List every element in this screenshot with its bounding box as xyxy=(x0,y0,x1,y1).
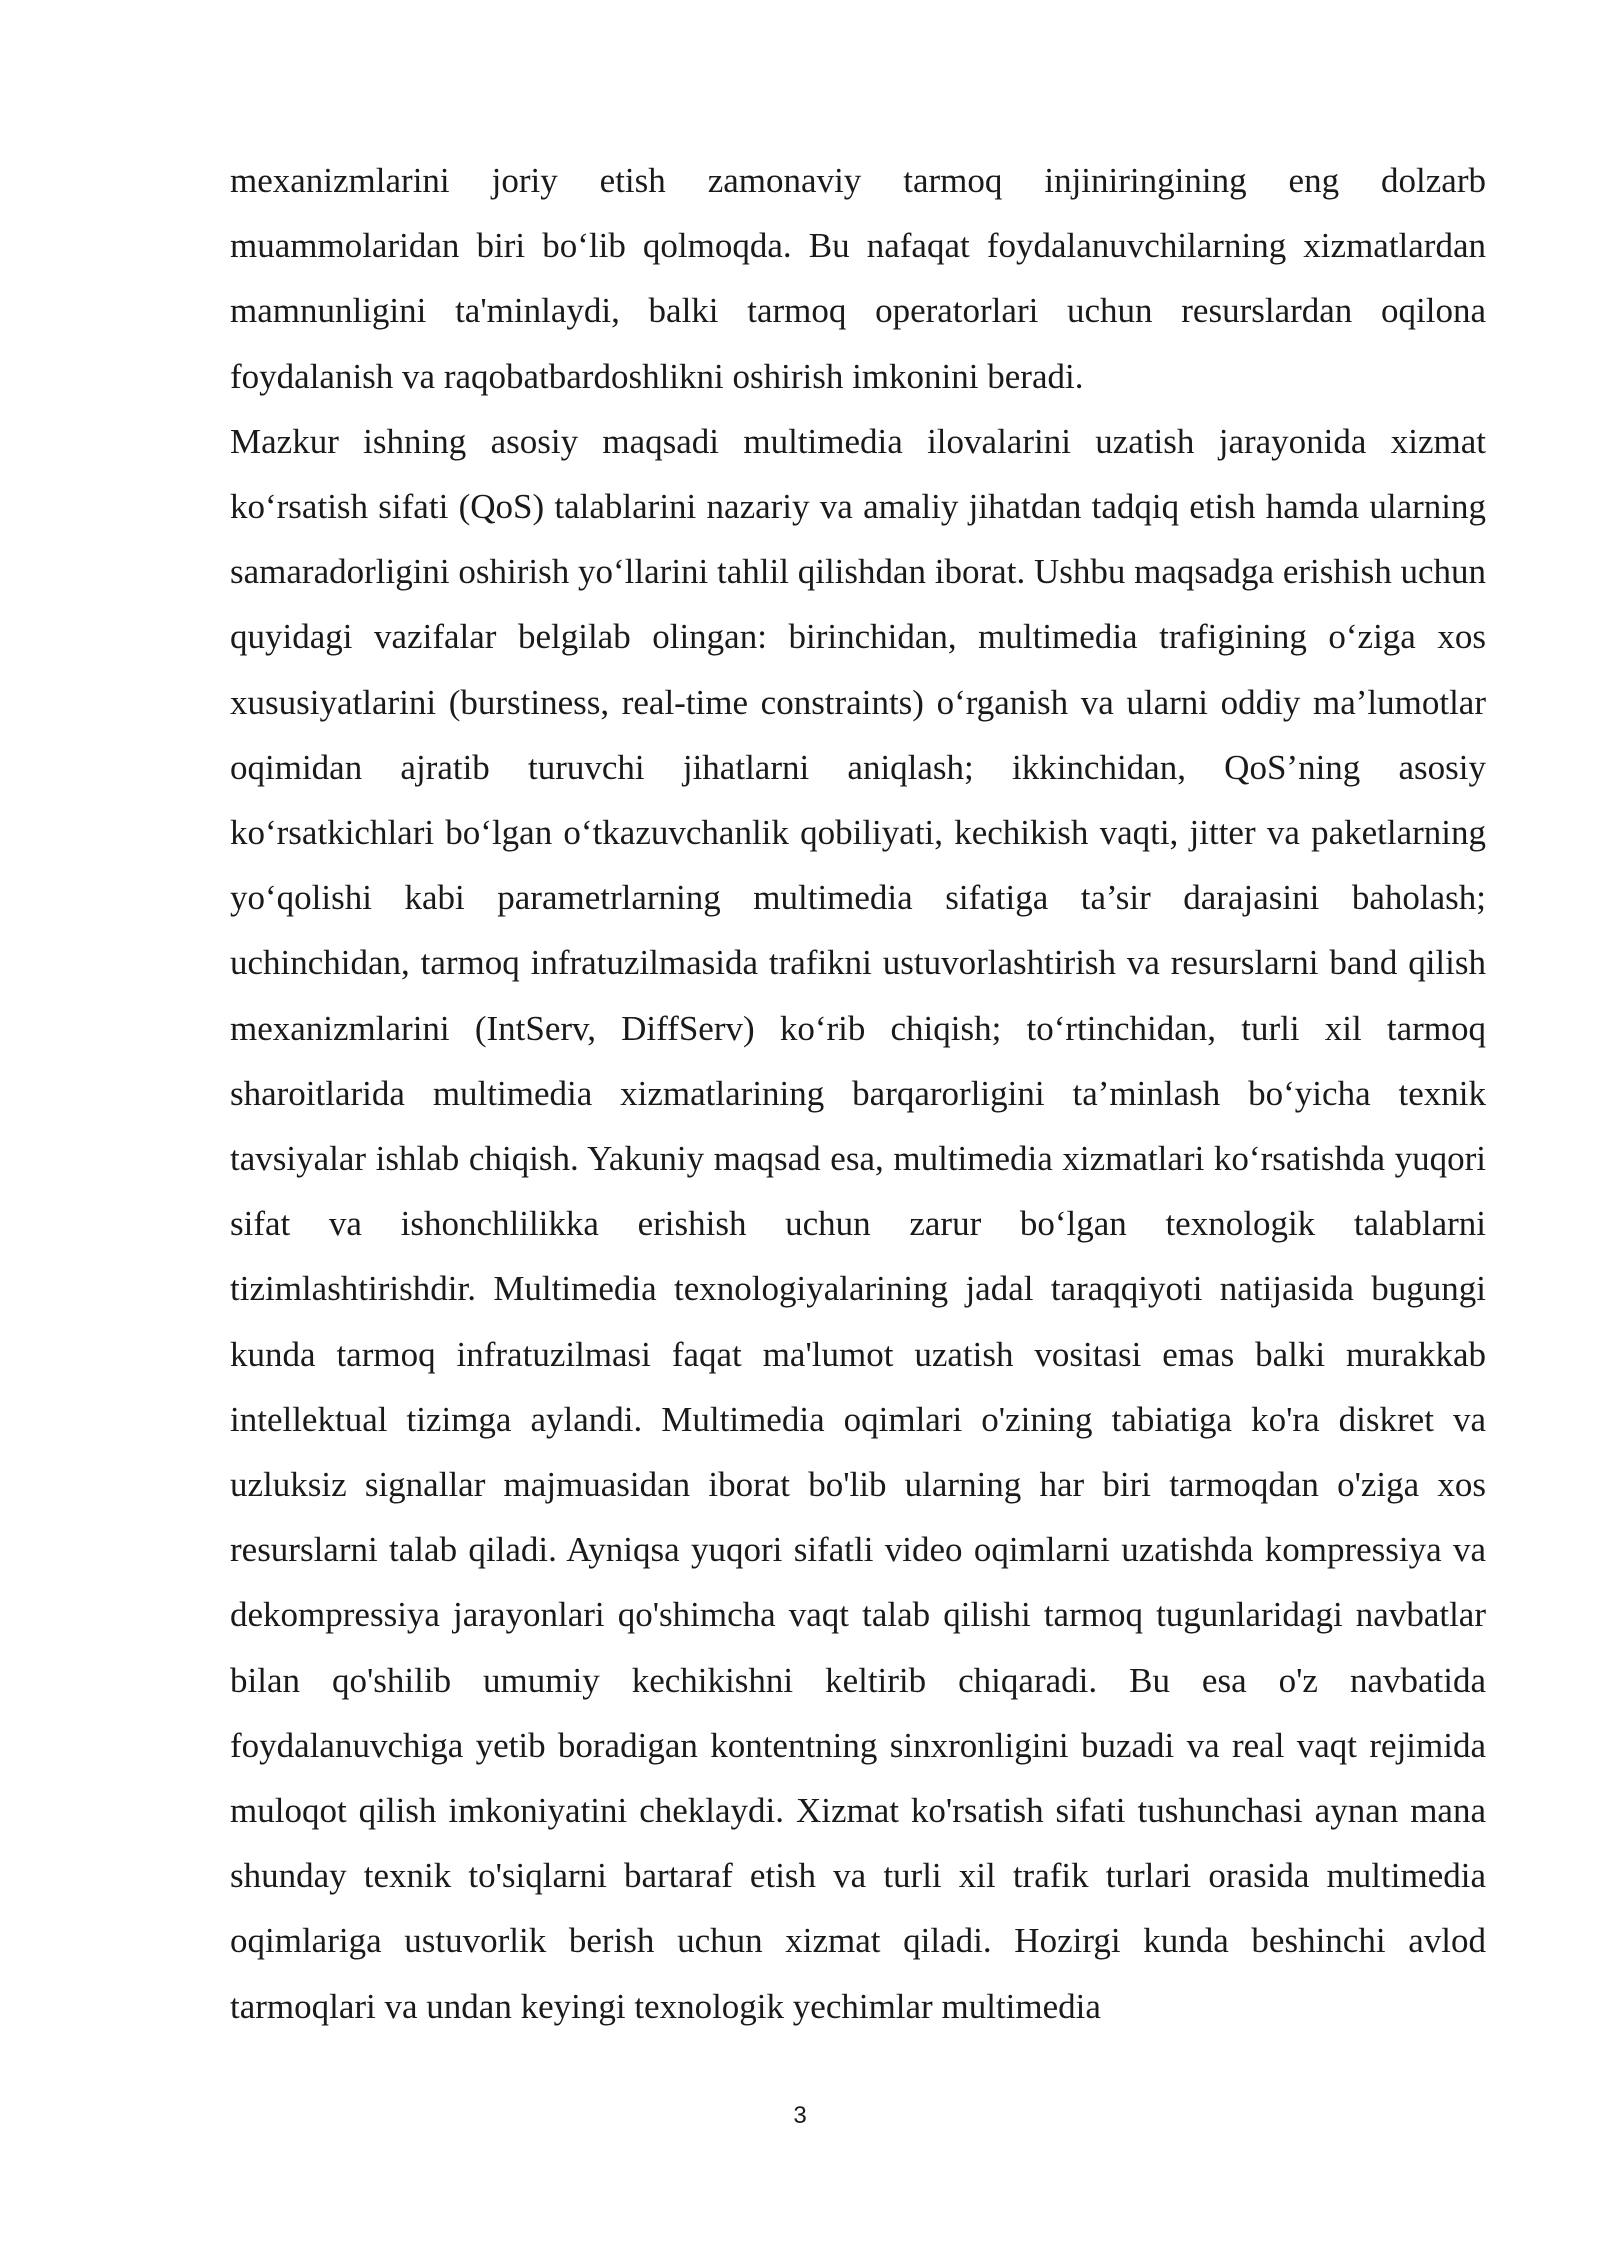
body-text xyxy=(230,148,1486,2039)
paragraph-intro-continuation: mexanizmlarini joriy etish zamonaviy tarmoq injiniringining eng dolzarb muammolaridan biri bo‘lib qolmoqda. Bu nafaqat foydalanuvchilarning xizmatlardan mamnunligini ta'minlaydi, balki tarmoq operatorlari uchun resurslardan oqilona foydalanish va raqobatbardoshlikni oshirish imkonini beradi. xyxy=(230,161,1486,396)
paragraph-research-goals: Mazkur ishning asosiy maqsadi multimedia ilovalarini uzatish jarayonida xizmat ko‘rsatish sifati (QoS) talablarini nazariy va amaliy jihatdan tadqiq etish hamda ularning samaradorligini oshirish yo‘llarini tahlil qilishdan iborat. Ushbu maqsadga erishish uchun quyidagi vazifalar belgilab olingan: birinchidan, multimedia trafigining o‘ziga xos xususiyatlarini (burstiness, real-time constraints) o‘rganish va ularni oddiy ma’lumotlar oqimidan ajratib turuvchi jihatlarni aniqlash; ikkinchidan, QoS’ning asosiy ko‘rsatkichlari bo‘lgan o‘tkazuvchanlik qobiliyati, kechikish vaqti, jitter va paketlarning yo‘qolishi kabi parametrlarning multimedia sifatiga ta’sir darajasini baholash; uchinchidan, tarmoq infratuzilmasida trafikni ustuvorlashtirish va resurslarni band qilish mexanizmlarini (IntServ, DiffServ) ko‘rib chiqish; to‘rtinchidan, turli xil tarmoq sharoitlarida multimedia xizmatlarining barqarorligini ta’minlash bo‘yicha texnik tavsiyalar ishlab chiqish. Yakuniy maqsad esa, multimedia xizmatlari ko‘rsatishda yuqori sifat va ishonchlilikka erishish uchun zarur bo‘lgan texnologik talablarni tizimlashtirishdir. Multimedia texnologiyalarining jadal taraqqiyoti natijasida bugungi kunda tarmoq infratuzilmasi faqat ma'lumot uzatish vositasi emas balki murakkab intellektual tizimga aylandi. Multimedia oqimlari o'zining tabiatiga ko'ra diskret va uzluksiz signallar majmuasidan iborat bo'lib ularning har biri tarmoqdan o'ziga xos resurslarni talab qiladi. Ayniqsa yuqori sifatli video oqimlarni uzatishda kompressiya va dekompressiya jarayonlari qo'shimcha vaqt talab qilishi tarmoq tugunlaridagi navbatlar bilan qo'shilib umumiy kechikishni keltirib chiqaradi. Bu esa o'z navbatida foydalanuvchiga yetib boradigan kontentning sinxronligini buzadi va real vaqt rejimida muloqot qilish imkoniyatini cheklaydi. Xizmat ko'rsatish sifati tushunchasi aynan mana shunday texnik to'siqlarni bartaraf etish va turli xil trafik turlari orasida multimedia oqimlariga ustuvorlik berish uchun xizmat qiladi. Hozirgi kunda beshinchi avlod tarmoqlari va undan keyingi texnologik yechimlar multimedia xyxy=(230,421,1486,2026)
page-number: 3 xyxy=(793,2102,807,2129)
